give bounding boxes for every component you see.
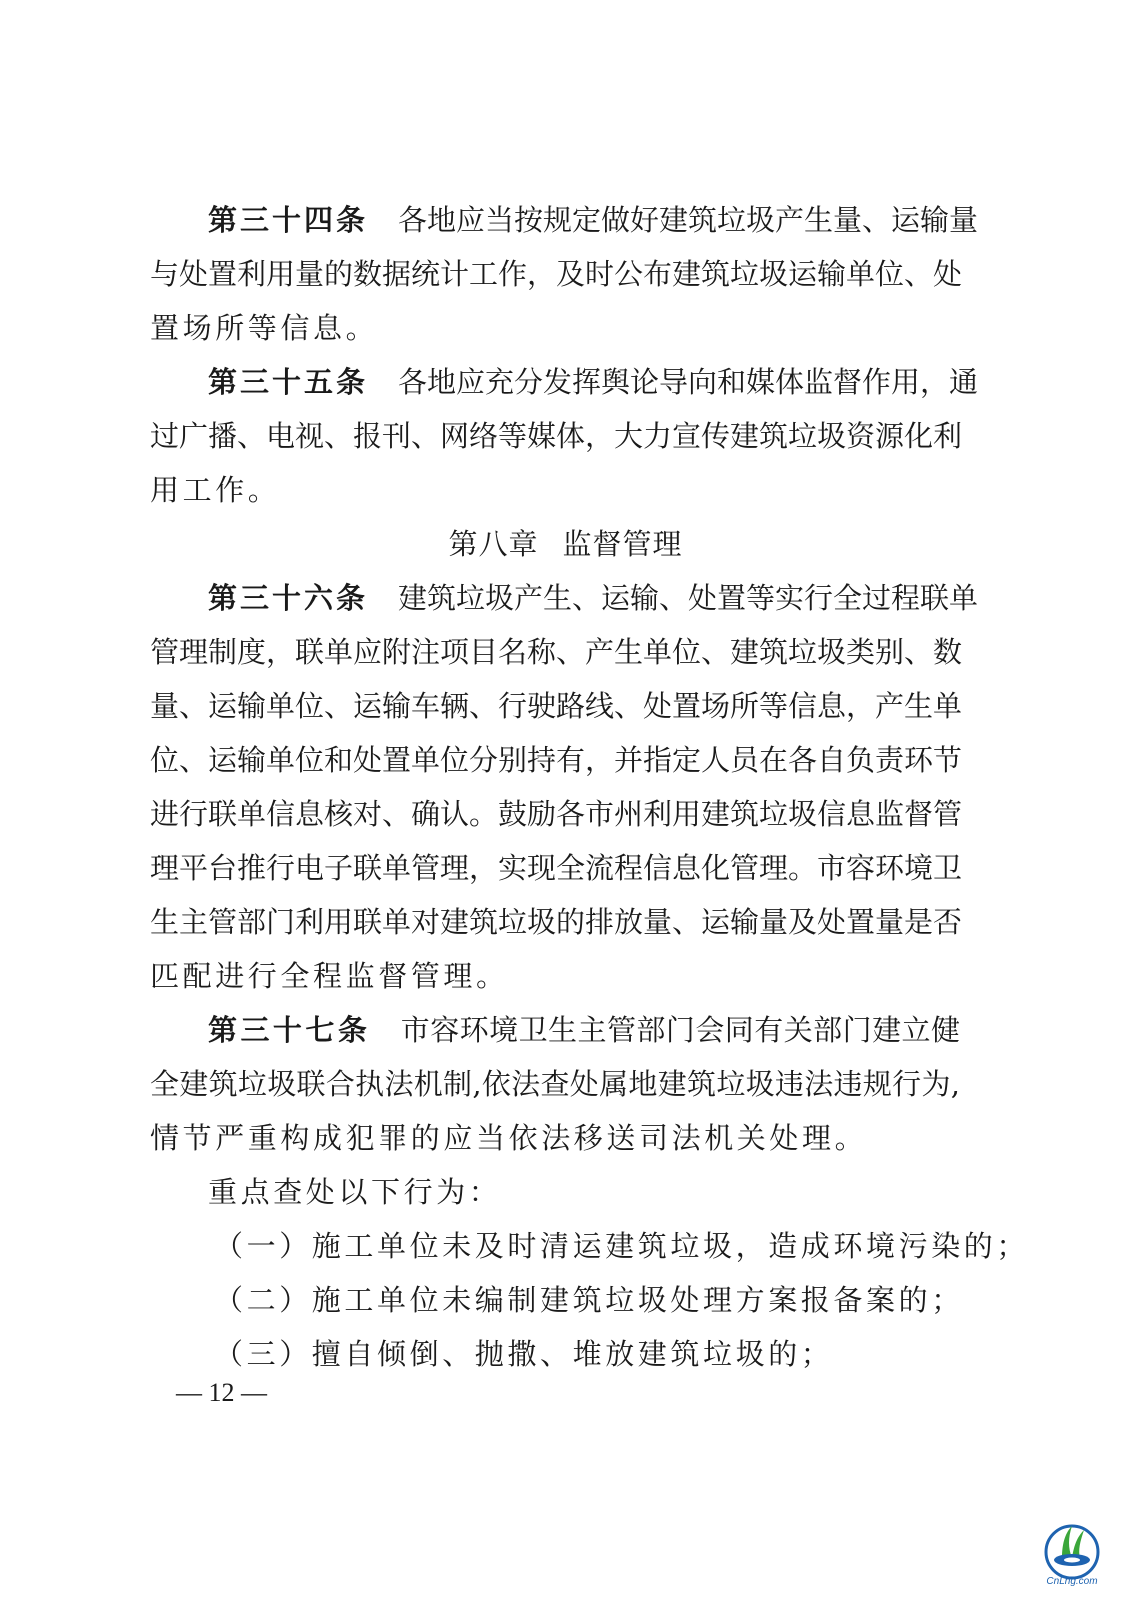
article-36-line-8: 匹配进行全程监督管理。 bbox=[150, 959, 509, 993]
focus-item-2: （二）施工单位未编制建筑垃圾处理方案报备案的； bbox=[214, 1283, 964, 1317]
article-35-line-3: 用工作。 bbox=[150, 473, 281, 507]
focus-item-1: （一）施工单位未及时清运建筑垃圾，造成环境污染的； bbox=[214, 1229, 1030, 1263]
chapter-title: 监督管理 bbox=[562, 527, 683, 561]
focus-item-3: （三）擅自倾倒、抛撒、堆放建筑垃圾的； bbox=[214, 1337, 834, 1371]
article-37-line-2: 全建筑垃圾联合执法机制,依法查处属地建筑垃圾违法违规行为, bbox=[150, 1067, 960, 1101]
article-36-line-5: 进行联单信息核对、确认。鼓励各市州利用建筑垃圾信息监督管 bbox=[150, 797, 963, 831]
article-34-line-2: 与处置利用量的数据统计工作，及时公布建筑垃圾运输单位、处 bbox=[150, 257, 963, 291]
article-36-line-6: 理平台推行电子联单管理，实现全流程信息化管理。市容环境卫 bbox=[150, 851, 963, 885]
focus-intro: 重点查处以下行为： bbox=[208, 1175, 502, 1209]
article-36-label: 第三十六条 bbox=[208, 581, 369, 615]
article-36-text-1: 建筑垃圾产生、运输、处置等实行全过程联单 bbox=[398, 581, 979, 615]
article-35-text-1: 各地应充分发挥舆论导向和媒体监督作用，通 bbox=[398, 365, 979, 399]
article-35-line-2: 过广播、电视、报刊、网络等媒体，大力宣传建筑垃圾资源化利 bbox=[150, 419, 963, 453]
watermark-text: CnLng.com bbox=[1046, 1576, 1098, 1587]
article-34-line-3: 置场所等信息。 bbox=[150, 311, 379, 345]
page-number: — 12 — bbox=[176, 1378, 267, 1407]
article-36-line-2: 管理制度，联单应附注项目名称、产生单位、建筑垃圾类别、数 bbox=[150, 635, 963, 669]
article-37-label: 第三十七条 bbox=[208, 1013, 371, 1047]
article-34-label: 第三十四条 bbox=[208, 203, 369, 237]
article-36-line-4: 位、运输单位和处置单位分别持有，并指定人员在各自负责环节 bbox=[150, 743, 963, 777]
chapter-heading bbox=[0, 524, 1131, 564]
article-35-line-1 bbox=[208, 362, 979, 402]
article-37-line-3: 情节严重构成犯罪的应当依法移送司法机关处理。 bbox=[150, 1121, 868, 1155]
article-37-text-1: 市容环境卫生主管部门会同有关部门建立健 bbox=[400, 1013, 960, 1047]
cnlng-logo-icon bbox=[1036, 1518, 1108, 1590]
article-35-label: 第三十五条 bbox=[208, 365, 369, 399]
article-36-line-3: 量、运输单位、运输车辆、行驶路线、处置场所等信息，产生单 bbox=[150, 689, 963, 723]
article-36-line-1 bbox=[208, 578, 979, 618]
article-36-line-7: 生主管部门利用联单对建筑垃圾的排放量、运输量及处置量是否 bbox=[150, 905, 963, 939]
chapter-number: 第八章 bbox=[448, 527, 539, 561]
article-34-line-1 bbox=[208, 200, 979, 240]
article-34-text-1: 各地应当按规定做好建筑垃圾产生量、运输量 bbox=[398, 203, 979, 237]
article-37-line-1 bbox=[208, 1010, 960, 1050]
